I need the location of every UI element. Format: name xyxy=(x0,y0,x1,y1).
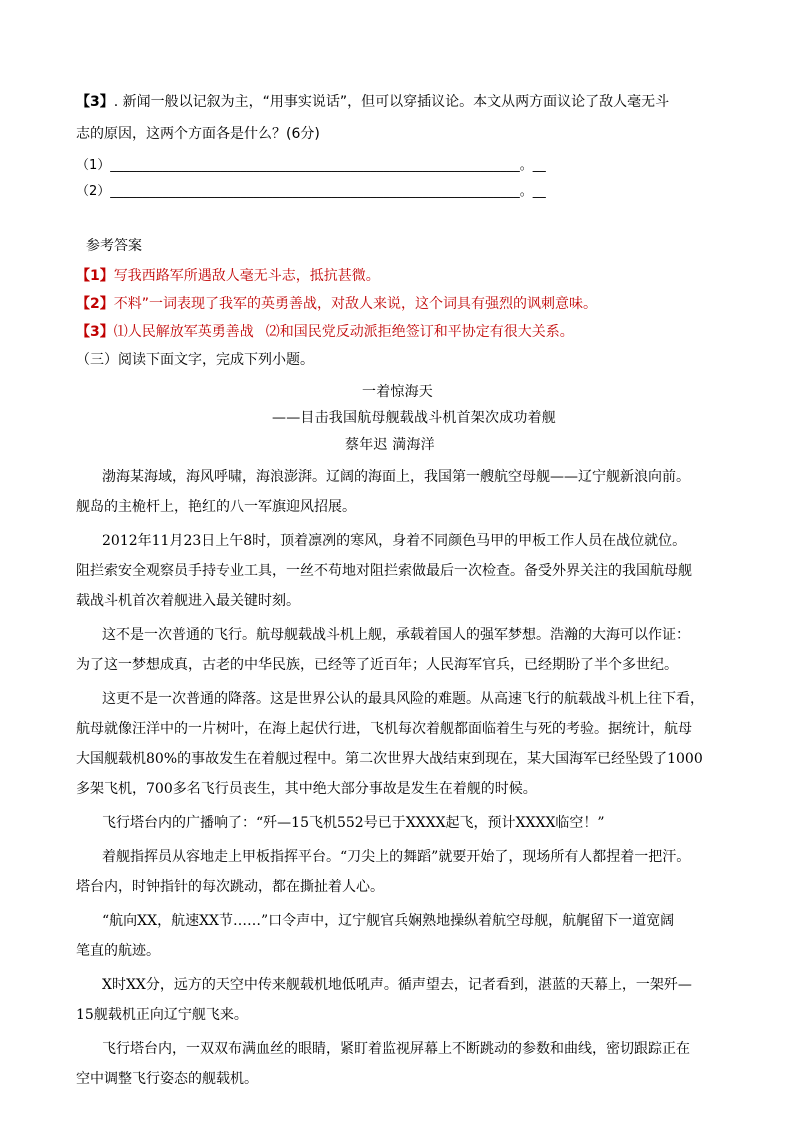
blank-2-label: （2） xyxy=(76,184,111,199)
answer-3-part-2: ⑵和国民党反动派拒绝签订和平协定有很大关系。 xyxy=(265,324,574,340)
answer-3 xyxy=(76,322,574,342)
article-line: 空中调整飞行姿态的舰载机。 xyxy=(76,1071,258,1087)
answer-3-part-1: ⑴人民解放军英勇善战 xyxy=(113,324,254,340)
article-line: 载战斗机首次着舰进入最关键时刻。 xyxy=(76,593,300,609)
article-paragraph xyxy=(76,906,736,966)
article-line: 阻拦索安全观察员手持专业工具，一丝不苟地对阻拦索做最后一次检查。备受外界关注的我国航母舰 xyxy=(76,563,692,579)
article-line: 这更不是一次普通的降落。这是世界公认的最具风险的难题。从高速飞行的航载战斗机上往下看， xyxy=(102,691,704,707)
article-subtitle: ——目击我国航母舰载战斗机首架次成功着舰 xyxy=(272,410,556,426)
answer-1-tag: 【1】 xyxy=(76,268,114,284)
blank-2-line: _______________________________________________________________。__ xyxy=(110,184,546,199)
article-line: 渤海某海域，海风呼啸，海浪澎湃。辽阔的海面上，我国第一艘航空母舰——辽宁舰新浪向前。 xyxy=(102,469,690,485)
article-paragraph xyxy=(76,684,736,804)
answers-heading: 参考答案 xyxy=(86,238,142,254)
blank-1-line: _______________________________________________________________。__ xyxy=(110,158,546,173)
article-line: 飞行塔台内的广播响了：“歼—15飞机552号已于XXXX起飞，预计XXXX临空！” xyxy=(102,815,605,831)
article-line: “航向XX，航速XX节……”口令声中，辽宁舰官兵娴熟地操纵着航空母舰，航艉留下一道宽阔 xyxy=(102,913,675,929)
answer-1 xyxy=(76,266,380,286)
article-body xyxy=(76,462,736,1098)
article-line: 多架飞机，700多名飞行员丧生，其中绝大部分事故是发生在着舰的时候。 xyxy=(76,781,537,797)
answer-1-text: 写我西路军所遇敌人毫无斗志，抵抗甚微。 xyxy=(113,268,380,284)
section-3-intro: （三）阅读下面文字，完成下列小题。 xyxy=(76,352,314,368)
article-paragraph xyxy=(76,462,736,522)
article-line: 15舰载机正向辽宁舰飞来。 xyxy=(76,1007,248,1023)
answer-2-tag: 【2】 xyxy=(76,296,114,312)
article-paragraph xyxy=(76,1034,736,1094)
article-line: 这不是一次普通的飞行。航母舰载战斗机上舰，承载着国人的强军梦想。浩瀚的大海可以作证： xyxy=(102,627,690,643)
article-line: 航母就像汪洋中的一片树叶，在海上起伏行进，飞机每次着舰都面临着生与死的考验。据统计，航母 xyxy=(76,721,692,737)
blank-1-label: （1） xyxy=(76,158,111,173)
article-paragraph xyxy=(76,620,736,680)
article-line: 着舰指挥员从容地走上甲板指挥平台。“刀尖上的舞蹈”就要开始了，现场所有人都捏着一把汗。 xyxy=(102,849,691,865)
article-line: X时XX分，远方的天空中传来舰载机地低吼声。循声望去，记者看到，湛蓝的天幕上，一架歼— xyxy=(102,977,692,993)
answer-blank-1[interactable] xyxy=(76,156,546,176)
article-authors: 蔡年迟 満海洋 xyxy=(345,437,435,453)
article-line: 塔台内，时钟指针的每次跳动，都在撕扯着人心。 xyxy=(76,879,384,895)
question-3-text-2: 志的原因，这两个方面各是什么？(6分) xyxy=(76,126,320,142)
question-3-line-1 xyxy=(76,92,669,112)
answer-blank-2[interactable] xyxy=(76,182,546,202)
answer-3-tag: 【3】 xyxy=(76,324,114,340)
question-3-text-1: . 新闻一般以记叙为主，“用事实说话”，但可以穿插议论。本文从两方面议论了敌人毫无斗 xyxy=(113,94,670,110)
article-line: 大国舰载机80%的事故发生在着舰过程中。第二次世界大战结束到现在，某大国海军已经坠毁了1000 xyxy=(76,751,703,767)
article-line: 2012年11月23日上午8时，顶着凛冽的寒风，身着不同颜色马甲的甲板工作人员在战位就位。 xyxy=(102,533,687,549)
article-line: 舰岛的主桅杆上，艳红的八一军旗迎风招展。 xyxy=(76,499,356,515)
article-paragraph xyxy=(76,970,736,1030)
article-line: 飞行塔台内，一双双布满血丝的眼睛，紧盯着监视屏幕上不断跳动的参数和曲线，密切跟踪正在 xyxy=(102,1041,690,1057)
question-3-tag: 【3】 xyxy=(76,94,114,110)
article-paragraph xyxy=(76,526,736,616)
article-paragraph xyxy=(76,808,736,838)
article-line: 笔直的航迹。 xyxy=(76,943,160,959)
answer-2-text: 不料”一词表现了我军的英勇善战，对敌人来说，这个词具有强烈的讽刺意味。 xyxy=(113,296,598,312)
article-line: 为了这一梦想成真，古老的中华民族，已经等了近百年；人民海军官兵，已经期盼了半个多世纪。 xyxy=(76,657,678,673)
article-title: 一着惊海天 xyxy=(362,384,433,400)
article-paragraph xyxy=(76,842,736,902)
answer-2 xyxy=(76,294,597,314)
